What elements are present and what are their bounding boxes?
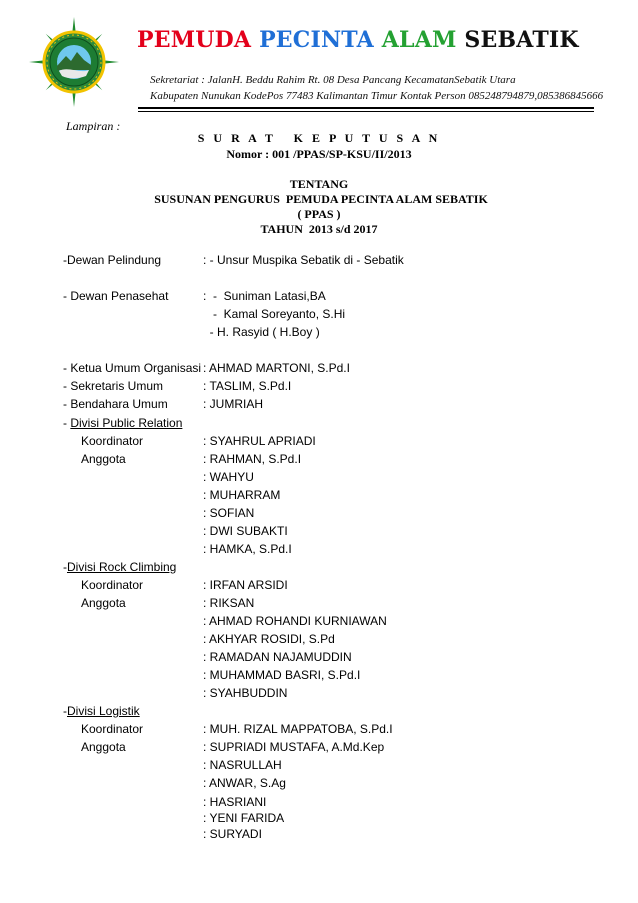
division-heading-prefix: - bbox=[63, 560, 67, 574]
list-item bbox=[0, 614, 638, 632]
list-item bbox=[0, 722, 638, 740]
member-name: : MUHARRAM bbox=[203, 488, 281, 502]
member-name: : RIKSAN bbox=[203, 596, 255, 610]
position-label: Anggota bbox=[81, 596, 126, 610]
list-item bbox=[0, 452, 638, 470]
decree-period: TAHUN 2013 s/d 2017 bbox=[260, 222, 378, 236]
member-name: : SYAHRUL APRIADI bbox=[203, 434, 316, 448]
member-name: : DWI SUBAKTI bbox=[203, 524, 288, 538]
division-heading-prefix: - bbox=[63, 704, 67, 718]
organization-name bbox=[137, 27, 579, 53]
member-name: : HAMKA, S.Pd.I bbox=[203, 542, 292, 556]
list-item bbox=[0, 325, 638, 343]
org-name-word-3: ALAM bbox=[381, 27, 457, 53]
decree-subject: SUSUNAN PENGURUS PEMUDA PECINTA ALAM SEBATIK bbox=[154, 192, 488, 206]
division-heading-label: Divisi Logistik bbox=[67, 704, 140, 718]
division-heading-prefix: - bbox=[63, 416, 71, 430]
position-label: Koordinator bbox=[81, 434, 144, 448]
member-name: : - Unsur Muspika Sebatik di - Sebatik bbox=[203, 253, 404, 267]
member-name: : MUH. RIZAL MAPPATOBA, S.Pd.I bbox=[203, 722, 393, 736]
decree-abbreviation: ( PPAS ) bbox=[297, 207, 341, 221]
list-item bbox=[0, 397, 638, 415]
list-item bbox=[0, 434, 638, 452]
list-item bbox=[0, 650, 638, 668]
list-item bbox=[0, 379, 638, 397]
org-name-word-1: PEMUDA bbox=[137, 27, 252, 53]
position-label: Koordinator bbox=[81, 578, 144, 592]
member-name: : RAHMAN, S.Pd.I bbox=[203, 452, 302, 466]
member-name: : RAMADAN NAJAMUDDIN bbox=[203, 650, 352, 664]
position-label: - Ketua Umum Organisasi bbox=[63, 361, 202, 375]
list-item bbox=[0, 361, 638, 379]
list-item bbox=[0, 560, 638, 578]
lampiran-label: Lampiran : bbox=[66, 119, 121, 133]
list-item bbox=[0, 776, 638, 794]
list-item bbox=[0, 704, 638, 722]
address-line-2: Kabupaten Nunukan KodePos 77483 Kalimantan Timur Kontak Person 085248794879,085386845666 bbox=[150, 90, 604, 102]
member-name: : HASRIANI bbox=[203, 795, 267, 809]
list-item bbox=[0, 632, 638, 650]
decree-tentang: TENTANG bbox=[289, 177, 349, 191]
member-name: : SUPRIADI MUSTAFA, A.Md.Kep bbox=[203, 740, 385, 754]
list-item bbox=[0, 506, 638, 524]
list-item bbox=[0, 740, 638, 758]
division-heading-label: Divisi Public Relation bbox=[70, 416, 183, 430]
member-name: : NASRULLAH bbox=[203, 758, 282, 772]
org-name-word-2: PECINTA bbox=[259, 27, 374, 53]
list-item bbox=[0, 686, 638, 704]
decree-title: S U R A T K E P U T U S A N bbox=[197, 131, 441, 145]
member-name: : AHMAD ROHANDI KURNIAWAN bbox=[203, 614, 387, 628]
list-item bbox=[0, 542, 638, 560]
address-line-1: Sekretariat : JalanH. Beddu Rahim Rt. 08 Desa Pancang KecamatanSebatik Utara bbox=[150, 74, 516, 86]
division-heading bbox=[63, 416, 182, 430]
position-label: Anggota bbox=[81, 452, 126, 466]
letterhead-rule-thin bbox=[138, 111, 594, 112]
position-label: Koordinator bbox=[81, 722, 144, 736]
list-item bbox=[0, 524, 638, 542]
list-item bbox=[0, 470, 638, 488]
member-name: : MUHAMMAD BASRI, S.Pd.I bbox=[203, 668, 361, 682]
list-item bbox=[0, 668, 638, 686]
member-name: : AKHYAR ROSIDI, S.Pd bbox=[203, 632, 335, 646]
decree-number: Nomor : 001 /PPAS/SP-KSU/II/2013 bbox=[226, 147, 412, 161]
position-label: Anggota bbox=[81, 740, 126, 754]
member-name: - Kamal Soreyanto, S.Hi bbox=[203, 307, 346, 321]
member-name: : SURYADI bbox=[203, 827, 262, 841]
division-heading bbox=[63, 560, 176, 574]
list-item bbox=[0, 488, 638, 506]
list-item bbox=[0, 596, 638, 614]
letterhead-rule-thick bbox=[138, 107, 594, 109]
member-name: : IRFAN ARSIDI bbox=[203, 578, 288, 592]
member-name: : - Suniman Latasi,BA bbox=[203, 289, 326, 303]
member-name: : JUMRIAH bbox=[203, 397, 263, 411]
list-item bbox=[0, 307, 638, 325]
position-label: - Bendahara Umum bbox=[63, 397, 168, 411]
list-item bbox=[0, 416, 638, 434]
list-item bbox=[0, 253, 638, 271]
member-name: : YENI FARIDA bbox=[203, 811, 285, 825]
division-heading-label: Divisi Rock Climbing bbox=[67, 560, 177, 574]
position-label: -Dewan Pelindung bbox=[63, 253, 162, 267]
member-name: : AHMAD MARTONI, S.Pd.I bbox=[203, 361, 350, 375]
organization-logo bbox=[28, 16, 120, 108]
list-item bbox=[0, 578, 638, 596]
org-name-word-4: SEBATIK bbox=[464, 27, 579, 53]
member-name: : WAHYU bbox=[203, 470, 254, 484]
member-name: - H. Rasyid ( H.Boy ) bbox=[203, 325, 320, 339]
position-label: - Sekretaris Umum bbox=[63, 379, 164, 393]
position-label: - Dewan Penasehat bbox=[63, 289, 169, 303]
member-name: : ANWAR, S.Ag bbox=[203, 776, 286, 790]
member-name: : TASLIM, S.Pd.I bbox=[203, 379, 292, 393]
list-item bbox=[0, 758, 638, 776]
member-name: : SYAHBUDDIN bbox=[203, 686, 288, 700]
list-item bbox=[0, 827, 638, 845]
member-name: : SOFIAN bbox=[203, 506, 255, 520]
list-item bbox=[0, 289, 638, 307]
division-heading bbox=[63, 704, 140, 718]
